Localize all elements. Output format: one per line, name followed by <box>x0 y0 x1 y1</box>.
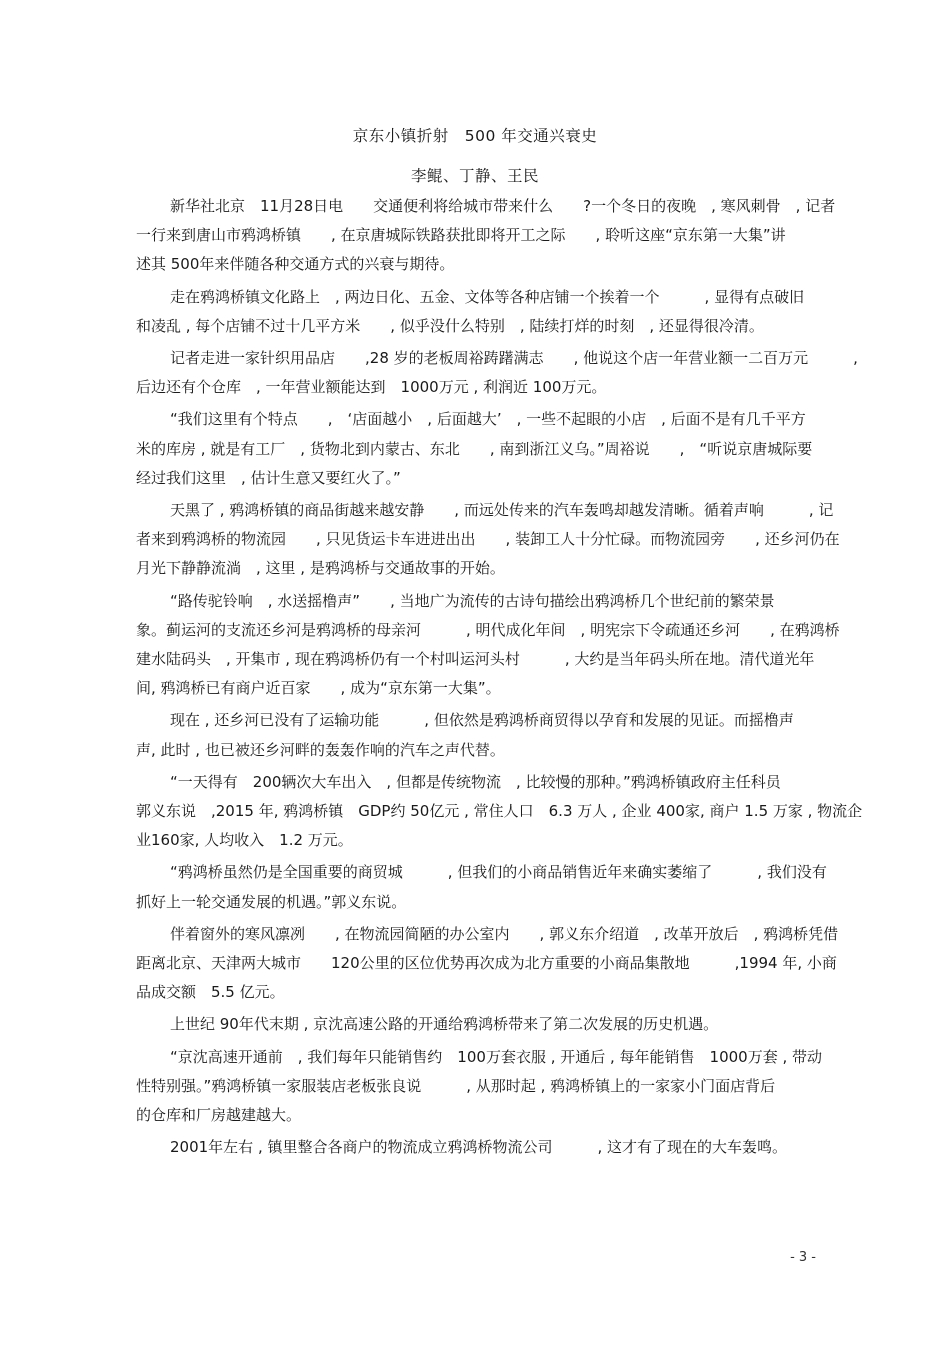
paragraph-line: “路传驼铃响 , 水送摇橹声” , 当地广为流传的古诗句描绘出鸦鸿桥几个世纪前的繁荣景 <box>170 591 775 610</box>
paragraph-line: 象。蓟运河的支流还乡河是鸦鸿桥的母亲河 , 明代成化年间 , 明宪宗下令疏通还乡河 , 在鸦鸿桥 <box>136 620 840 639</box>
paragraph <box>136 920 839 1008</box>
paragraph <box>136 344 858 402</box>
paragraph-line: 经过我们这里 , 估计生意又要红火了。” <box>136 468 401 487</box>
paragraph <box>136 1133 826 1162</box>
document-authors: 李鲲、丁静、王民 <box>410 167 539 185</box>
paragraph <box>136 283 826 341</box>
page-number: - 3 - <box>790 1250 816 1265</box>
paragraph-line: 月光下静静流淌 , 这里 , 是鸦鸿桥与交通故事的开始。 <box>136 559 505 578</box>
paragraph-line: 米的库房 , 就是有工厂 , 货物北到内蒙古、东北 , 南到浙江义乌。”周裕说 , “听说京唐城际要 <box>136 439 813 458</box>
paragraph-line: “鸦鸿桥虽然仍是全国重要的商贸城 , 但我们的小商品销售近年来确实萎缩了 , 我们没有 <box>170 863 827 882</box>
paragraph-line: 性特别强。”鸦鸿桥镇一家服装店老板张良说 , 从那时起 , 鸦鸿桥镇上的一家家小门面店背后 <box>136 1076 776 1095</box>
paragraph-line: 上世纪 90年代末期 , 京沈高速公路的开通给鸦鸿桥带来了第二次发展的历史机遇。 <box>170 1015 719 1034</box>
paragraph-line: 者来到鸦鸿桥的物流园 , 只见货运卡车进进出出 , 装卸工人十分忙碌。而物流园旁 , 还乡河仍在 <box>136 530 840 549</box>
paragraph-line: 后边还有个仓库 , 一年营业额能达到 1000万元 , 利润近 100万元。 <box>136 378 607 397</box>
paragraph <box>136 496 840 584</box>
paragraph-line: 的仓库和厂房越建越大。 <box>136 1106 302 1125</box>
paragraph <box>136 768 863 856</box>
paragraph-line: 2001年左右 , 镇里整合各商户的物流成立鸦鸿桥物流公司 , 这才有了现在的大车轰鸣。 <box>170 1138 788 1157</box>
paragraph-line: “一天得有 200辆次大车出入 , 但都是传统物流 , 比较慢的那种。”鸦鸿桥镇政府主任科员 <box>170 772 781 791</box>
paragraph-line: 天黑了 , 鸦鸿桥镇的商品街越来越安静 , 而远处传来的汽车轰鸣却越发清晰。循着声响 , 记 <box>170 501 834 520</box>
article-body <box>136 192 863 1166</box>
paragraph-line: 抓好上一轮交通发展的机遇。”郭义东说。 <box>136 892 407 911</box>
document-title: 京东小镇折射 500 年交通兴衰史 <box>352 127 598 145</box>
paragraph-line: “京沈高速开通前 , 我们每年只能销售约 100万套衣服 , 开通后 , 每年能销售 1000万套 , 带动 <box>170 1047 823 1066</box>
paragraph-line: 品成交额 5.5 亿元。 <box>136 983 285 1002</box>
paragraph-line: 记者走进一家针织用品店 ,28 岁的老板周裕踌躇满志 , 他说这个店一年营业额一二百万元 , <box>170 349 858 368</box>
paragraph-line: 新华社北京 11月28日电 交通便利将给城市带来什么 ?一个冬日的夜晚 , 寒风刺骨 , 记者 <box>170 197 836 215</box>
paragraph <box>136 1010 826 1039</box>
paragraph <box>136 1043 826 1131</box>
paragraph-line: 建水陆码头 , 开集市 , 现在鸦鸿桥仍有一个村叫运河头村 , 大约是当年码头所在地。清代道光年 <box>136 650 815 669</box>
paragraph <box>136 587 840 704</box>
paragraph-line: 业160家, 人均收入 1.2 万元。 <box>136 831 353 850</box>
paragraph-line: 一行来到唐山市鸦鸿桥镇 , 在京唐城际铁路获批即将开工之际 , 聆听这座“京东第一大集”讲 <box>136 226 786 245</box>
paragraph-line: 声, 此时 , 也已被还乡河畔的轰轰作响的汽车之声代替。 <box>136 740 505 759</box>
paragraph <box>136 192 836 280</box>
paragraph-line: “我们这里有个特点 , ‘店面越小 , 后面越大’ , 一些不起眼的小店 , 后面不是有几千平方 <box>170 410 806 429</box>
paragraph <box>136 706 826 764</box>
paragraph-line: 间, 鸦鸿桥已有商户近百家 , 成为“京东第一大集”。 <box>136 679 501 698</box>
paragraph-line: 述其 500年来伴随各种交通方式的兴衰与期待。 <box>136 255 455 274</box>
paragraph-line: 郭义东说 ,2015 年, 鸦鸿桥镇 GDP约 50亿元 , 常住人口 6.3 万人 , 企业 400家, 商户 1.5 万家 , 物流企 <box>136 802 863 821</box>
paragraph-line: 走在鸦鸿桥镇文化路上 , 两边日化、五金、文体等各种店铺一个挨着一个 , 显得有点破旧 <box>170 287 805 306</box>
paragraph-line: 和凌乱 , 每个店铺不过十几平方米 , 似乎没什么特别 , 陆续打烊的时刻 , 还显得很冷清。 <box>136 316 764 335</box>
paragraph <box>136 858 826 916</box>
paragraph-line: 伴着窗外的寒风凛冽 , 在物流园简陋的办公室内 , 郭义东介绍道 , 改革开放后 , 鸦鸿桥凭借 <box>170 924 839 943</box>
paragraph-line: 距离北京、天津两大城市 120公里的区位优势再次成为北方重要的小商品集散地 ,1994 年, 小商 <box>136 954 837 973</box>
paragraph <box>136 405 826 493</box>
paragraph-line: 现在 , 还乡河已没有了运输功能 , 但依然是鸦鸿桥商贸得以孕育和发展的见证。而摇橹声 <box>170 711 794 730</box>
